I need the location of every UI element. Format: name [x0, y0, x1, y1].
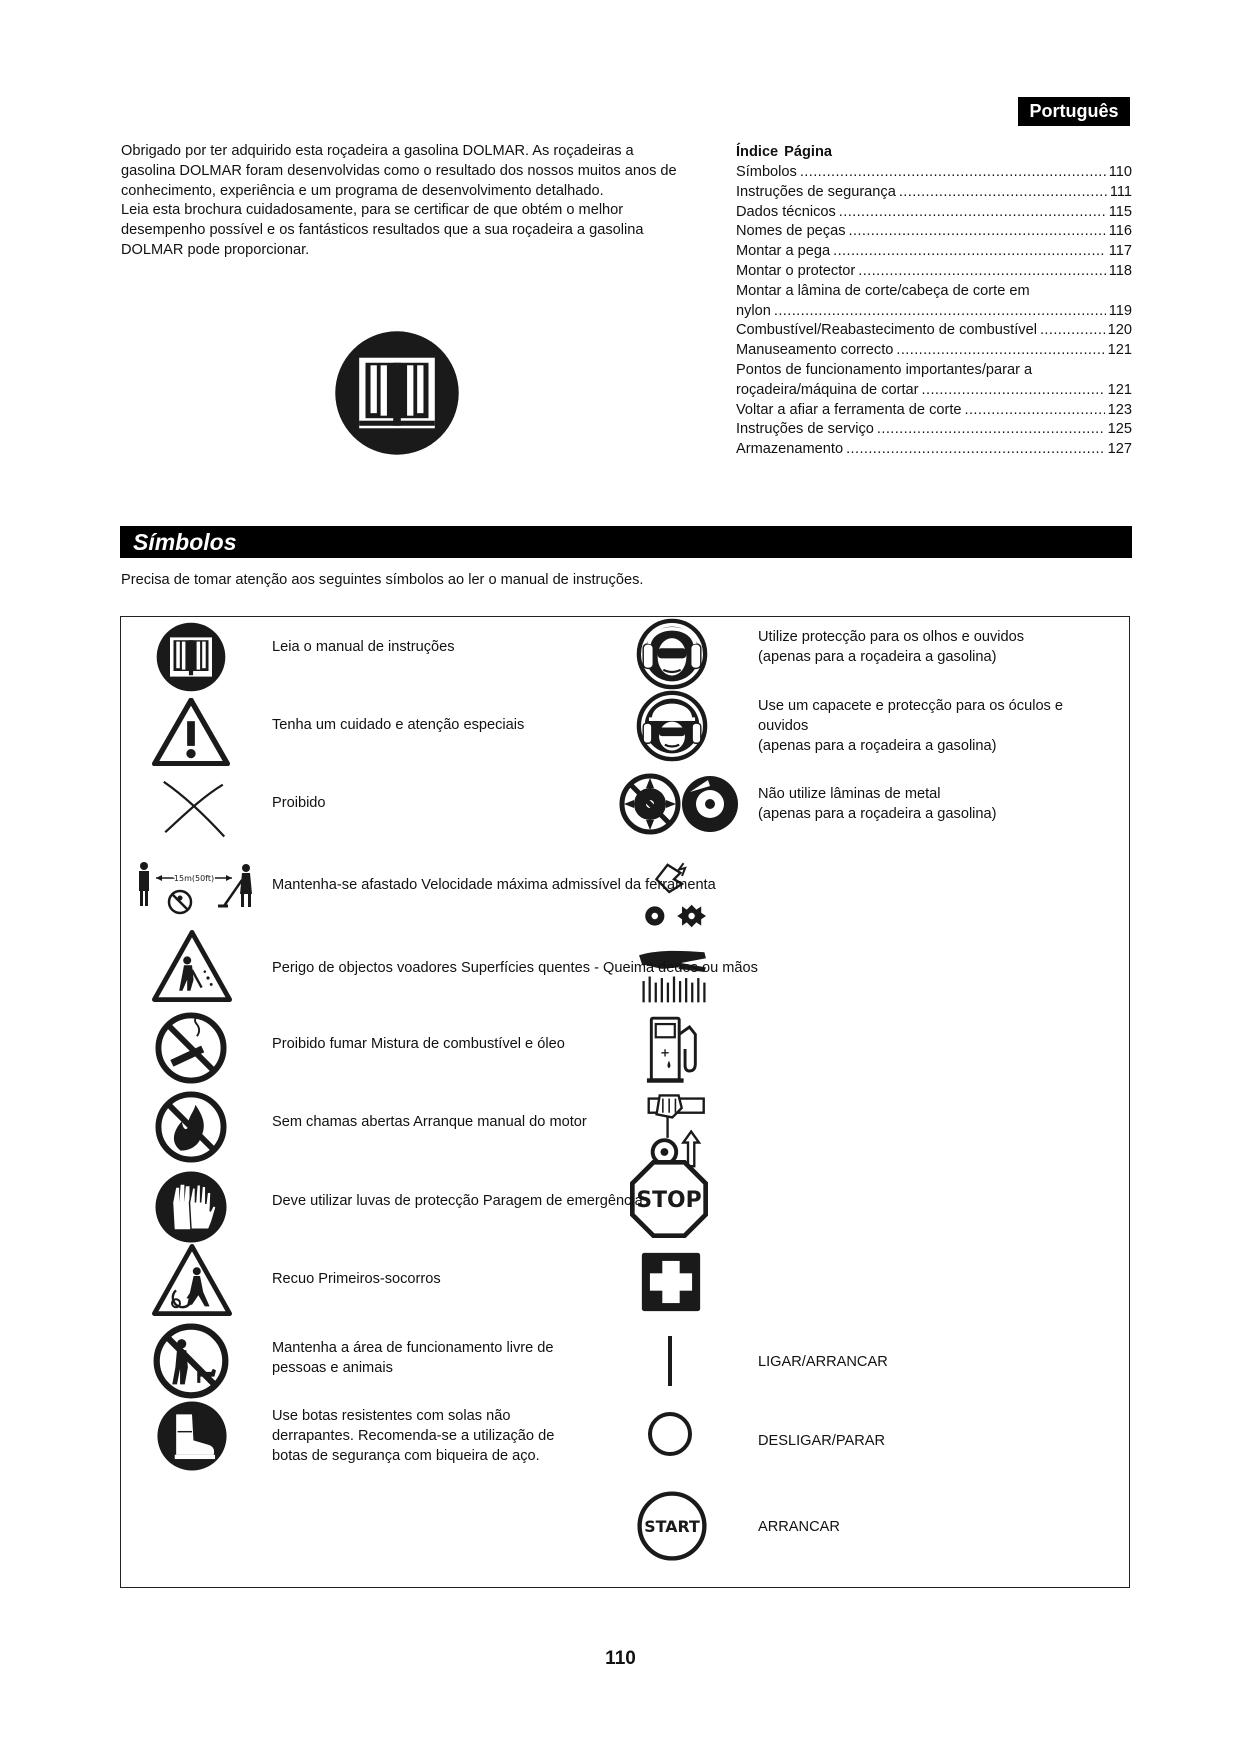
distance-label: 15m(50ft): [173, 874, 215, 883]
symbol-label-keep-area-clear: Mantenha a área de funcionamento livre de pessoas e animais: [272, 1340, 554, 1376]
toc-entry[interactable]: Instruções de segurança ..... 111: [736, 183, 1132, 203]
toc-heading-index: Índice: [736, 144, 779, 160]
table-of-contents: [736, 142, 1132, 460]
fuel-oil-mixture-icon: [644, 1012, 710, 1086]
start-icon: [636, 1490, 708, 1562]
on-start-icon: [660, 1334, 680, 1388]
manual-start-icon: [644, 1090, 710, 1170]
symbol-label-read-manual: Leia o manual de instruções: [272, 639, 455, 655]
toc-entry[interactable]: Montar a pega ..... 117: [736, 242, 1132, 262]
symbol-label-kickback-first-aid: Recuo Primeiros-socorros: [272, 1271, 441, 1287]
symbol-label-start: ARRANCAR: [758, 1519, 840, 1535]
symbol-label-prohibited: Proibido: [272, 795, 326, 811]
toc-entry[interactable]: Manuseamento correcto ..... 121: [736, 341, 1132, 361]
flying-objects-icon: [152, 930, 232, 1002]
page-number: 110: [605, 1648, 636, 1669]
kickback-icon: [152, 1244, 232, 1316]
no-metal-blades-icon: [618, 772, 742, 836]
read-manual-icon: [334, 330, 460, 456]
language-badge: Português: [1018, 97, 1130, 126]
svg-text:+: +: [660, 1045, 670, 1060]
toc-entry[interactable]: Montar o protector ..... 118: [736, 262, 1132, 282]
symbol-label-caution: Tenha um cuidado e atenção especiais: [272, 717, 525, 733]
max-tool-speed-icon: [634, 860, 714, 940]
first-aid-icon: [640, 1250, 702, 1314]
start-label: START: [644, 1516, 700, 1536]
prohibited-cross-icon: [158, 776, 230, 838]
toc-entry[interactable]: nylon ..... 119: [736, 302, 1132, 322]
toc-entry[interactable]: roçadeira/máquina de cortar ..... 121: [736, 381, 1132, 401]
stop-label: STOP: [636, 1187, 702, 1213]
read-manual-icon: [156, 622, 226, 692]
section-subtitle: Precisa de tomar atenção aos seguintes símbolos ao ler o manual de instruções.: [121, 572, 644, 588]
symbol-label-no-smoking-fuel-mix: Proibido fumar Mistura de combustível e óleo: [272, 1036, 565, 1052]
no-open-flames-icon: [154, 1090, 228, 1164]
toc-entry-line: Montar a lâmina de corte/cabeça de corte em: [736, 282, 1030, 299]
protective-gloves-icon: [154, 1170, 228, 1244]
toc-entry[interactable]: Armazenamento ..... 127: [736, 440, 1132, 460]
symbol-label-helmet-protection: Use um capacete e protecção para os óculos e ouvidos (apenas para a roçadeira a gasolina): [758, 698, 1064, 754]
toc-entry[interactable]: Símbolos ..... 110: [736, 163, 1132, 183]
toc-entry[interactable]: Dados técnicos ..... 115: [736, 203, 1132, 223]
symbol-label-eye-ear-protection: Utilize protecção para os olhos e ouvidos (apenas para a roçadeira a gasolina): [758, 629, 1025, 665]
symbol-label-safety-boots: Use botas resistentes com solas não derrapantes. Recomenda-se a utilização de botas de segurança com biqueira de aço.: [272, 1408, 555, 1464]
helmet-eye-ear-protection-icon: [636, 690, 708, 762]
toc-entry-line: Pontos de funcionamento importantes/parar a: [736, 361, 1033, 378]
symbol-label-on-start: LIGAR/ARRANCAR: [758, 1354, 888, 1370]
symbol-label-off-stop: DESLIGAR/PARAR: [758, 1433, 886, 1449]
symbol-label-no-metal-blades: Não utilize lâminas de metal (apenas para a roçadeira a gasolina): [758, 786, 997, 822]
symbol-label-no-flames-manual-start: Sem chamas abertas Arranque manual do motor: [272, 1114, 587, 1130]
toc-entry[interactable]: Nomes de peças ..... 116: [736, 222, 1132, 242]
off-stop-icon: [646, 1410, 694, 1458]
symbol-label-flying-objects-hot-surfaces: Perigo de objectos voadores Superfícies quentes - Queima dedos ou mãos: [272, 960, 758, 976]
keep-people-away-icon: [152, 1322, 230, 1400]
section-title-symbols: Símbolos: [120, 526, 1132, 558]
symbol-label-keep-distance-max-speed: Mantenha-se afastado Velocidade máxima admissível da ferramenta: [272, 877, 716, 893]
eye-ear-protection-icon: [636, 618, 708, 690]
toc-entry[interactable]: Voltar a afiar a ferramenta de corte ..... 123: [736, 401, 1132, 421]
toc-entry[interactable]: Combustível/Reabastecimento de combustível ..... 120: [736, 321, 1132, 341]
toc-heading: [736, 142, 1132, 162]
intro-text: [121, 142, 681, 261]
intro-paragraph-2: Leia esta brochura cuidadosamente, para se certificar de que obtém o melhor desempenho possível e os fantásticos resultados que a sua roçadeira a gasolina DOLMAR pode proporcionar.: [121, 202, 644, 258]
warning-triangle-icon: [152, 698, 230, 766]
toc-heading-page: Página: [784, 144, 833, 160]
no-smoking-icon: [154, 1011, 228, 1085]
toc-entry[interactable]: Instruções de serviço ..... 125: [736, 420, 1132, 440]
keep-distance-icon: [134, 860, 258, 916]
intro-paragraph-1: Obrigado por ter adquirido esta roçadeira a gasolina DOLMAR. As roçadeiras a gasolina DOLMAR foram desenvolvidas como o resultado dos nossos muitos anos de conhecimento, experiência e um programa de desenvolvimento detalhado.: [121, 143, 677, 199]
symbol-label-gloves-emergency-stop: Deve utilizar luvas de protecção Paragem de emergência: [272, 1193, 643, 1209]
safety-boots-icon: [156, 1400, 228, 1472]
